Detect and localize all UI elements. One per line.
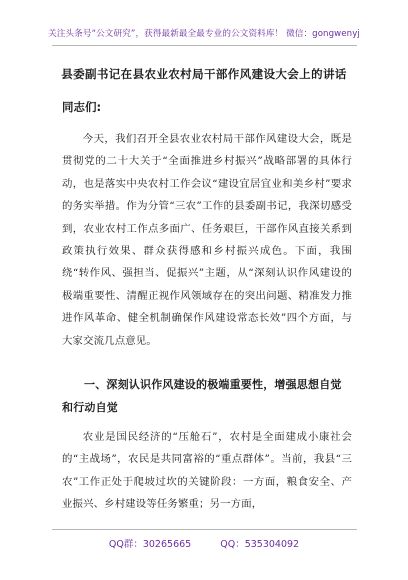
section-heading-1: 一、深刻认识作风建设的极端重要性，增强思想自觉和行动自觉 — [62, 378, 342, 414]
paragraph-section-1: 农业是国民经济的“压舱石”，农村是全面建成小康社会的“主战场”，农民是共同富裕的“重点群体”。当前，我县“三农”工作正处于爬坡过坎的关键阶段：一方面，粮食安全、产业振兴、乡村建设等任务繁重；另一方面， — [62, 431, 352, 511]
footer-qq: QQ：535304092 — [220, 539, 300, 550]
footer-contact — [0, 536, 408, 550]
footer-divider — [52, 529, 357, 530]
salutation: 同志们: — [62, 100, 102, 114]
paragraph-intro: 今天，我们召开全县农业农村局干部作风建设大会，既是贯彻党的二十大关于“全面推进乡村振兴”战略部署的具体行动，也是落实中央农村工作会议“建设宜居宜业和美乡村”要求的务实举措。作为分管“三农”工作的县委副书记，我深切感受到，农业农村工作点多面广、任务艰巨，干部作风直接关系到政策执行效果、群众获得感和乡村振兴成色。下面，我围绕“转作风、强担当、促振兴”主题，从“深刻认识作风建设的极端重要性、清醒正视作风领域存在的突出问题、精准发力推进作风革命、健全机制确保作风建设常态长效”四个方面，与大家交流几点意见。 — [62, 133, 352, 347]
header-banner: 关注头条号“公文研究”，获得最新最全最专业的公文资料库！ 微信：gongwenyj — [48, 29, 360, 39]
footer-qq-group: QQ群：30265665 — [108, 539, 192, 550]
document-title: 县委副书记在县农业农村局干部作风建设大会上的讲话 — [61, 67, 347, 81]
header-divider — [52, 45, 357, 46]
